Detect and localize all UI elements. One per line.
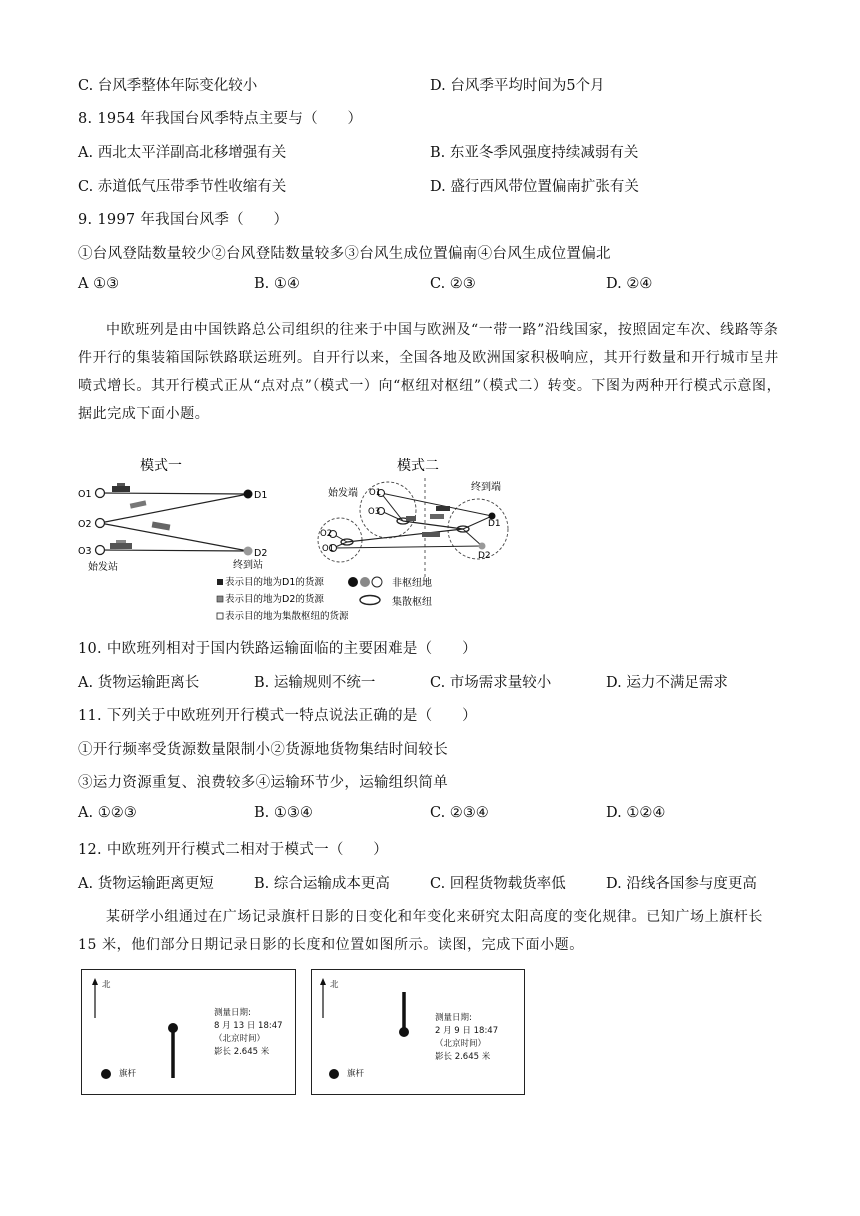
q12-option-c: C. 回程货物载货率低 — [430, 876, 566, 892]
q11-option-c: C. ②③④ — [430, 805, 489, 821]
train-icon — [422, 532, 440, 537]
q9-statements: ①台风登陆数量较少②台风登陆数量较多③台风生成位置偏南④台风生成位置偏北 — [78, 246, 611, 262]
q8-stem: 8. 1954 年我国台风季特点主要与（ ） — [78, 111, 363, 127]
mode1-o1-label: O1 — [78, 489, 92, 500]
mode2-origin-end: 始发端 — [328, 488, 358, 499]
q12-stem: 12. 中欧班列开行模式二相对于模式一（ ） — [78, 842, 389, 858]
panel1-info: 测量日期: 8 月 13 日 18:47 （北京时间） 影长 2.645 米 — [214, 1008, 283, 1057]
mode2-o3-label: O3 — [368, 507, 381, 517]
panel2-info: 测量日期: 2 月 9 日 18:47 （北京时间） 影长 2.645 米 — [435, 1013, 499, 1062]
q9-option-c: C. ②③ — [430, 276, 476, 292]
shadow-panel-2 — [311, 969, 525, 1095]
q7-option-c: C. 台风季整体年际变化较小 — [78, 78, 258, 94]
mode1-d1-label: D1 — [254, 490, 268, 501]
legend-non-hub: 非枢纽地 — [392, 578, 432, 589]
train-icon — [152, 521, 171, 530]
panel1-north-label: 北 — [102, 980, 111, 990]
mode2-dest-end: 终到端 — [471, 482, 501, 493]
q8-option-a: A. 西北太平洋副高北移增强有关 — [78, 145, 287, 161]
q10-option-c: C. 市场需求量较小 — [430, 675, 552, 691]
q10-option-d: D. 运力不满足需求 — [606, 675, 728, 691]
q12-option-d: D. 沿线各国参与度更高 — [606, 876, 757, 892]
legend-d2-cargo: 表示目的地为D2的货源 — [225, 594, 324, 605]
q7-option-d: D. 台风季平均时间为5个月 — [430, 78, 605, 94]
q8-option-d: D. 盛行西风带位置偏南扩张有关 — [430, 179, 639, 195]
q11-option-a: A. ①②③ — [78, 805, 137, 821]
q8-option-b: B. 东亚冬季风强度持续减弱有关 — [430, 145, 639, 161]
q11-option-d: D. ①②④ — [606, 805, 666, 821]
passage1-text: 中欧班列是由中国铁路总公司组织的往来于中国与欧洲及“一带一路”沿线国家，按照固定车次、线路等条件开行的集装箱国际铁路联运班列。自开行以来，全国各地及欧洲国家积极响应，其开行数量和开行城市呈井喷式增长。其开行模式正从“点对点”（模式一）向“枢纽对枢纽”（模式二）转变。下图为两种开行模式示意图，据此完成下面小题。 — [78, 322, 782, 422]
shadow-panel-1 — [81, 969, 296, 1095]
q11-stem: 11. 下列关于中欧班列开行模式一特点说法正确的是（ ） — [78, 708, 477, 724]
passage-china-europe-railway — [78, 316, 782, 428]
mode2-o1b-label: O1 — [322, 544, 335, 554]
passage2-text: 某研学小组通过在广场记录旗杆日影的日变化和年变化来研究太阳高度的变化规律。已知广场上旗杆长 15 米，他们部分日期记录日影的长度和位置如图所示。读图，完成下面小题。 — [78, 909, 763, 953]
q11-statements-2: ③运力资源重复、浪费较多④运输环节少，运输组织简单 — [78, 775, 448, 791]
mode1-o3-label: O3 — [78, 546, 92, 557]
mode1-origin-label: 始发站 — [88, 562, 118, 573]
q10-option-a: A. 货物运输距离长 — [78, 675, 200, 691]
train-icon — [112, 483, 130, 492]
mode2-o1-label: O1 — [369, 488, 382, 498]
legend-hub-cargo: 表示目的地为集散枢纽的货源 — [225, 611, 349, 622]
q9-option-a: A ①③ — [78, 276, 120, 292]
mode2-title: 模式二 — [397, 458, 439, 474]
q10-stem: 10. 中欧班列相对于国内铁路运输面临的主要困难是（ ） — [78, 641, 477, 657]
train-icon — [436, 506, 450, 511]
train-icon — [430, 514, 444, 519]
q12-option-a: A. 货物运输距离更短 — [78, 876, 214, 892]
q11-option-b: B. ①③④ — [254, 805, 313, 821]
train-icon — [406, 516, 416, 521]
q9-option-b: B. ①④ — [254, 276, 300, 292]
q8-option-c: C. 赤道低气压带季节性收缩有关 — [78, 179, 287, 195]
q12-option-b: B. 综合运输成本更高 — [254, 876, 390, 892]
q10-option-b: B. 运输规则不统一 — [254, 675, 376, 691]
legend-hub: 集散枢纽 — [392, 597, 432, 608]
legend-d1-cargo: 表示目的地为D1的货源 — [225, 577, 324, 588]
railway-mode-diagram — [70, 450, 530, 630]
panel1-flagpole-label: 旗杆 — [119, 1069, 137, 1079]
mode1-dest-label: 终到站 — [233, 560, 263, 571]
mode2-d1-label: D1 — [488, 519, 501, 529]
mode2-o2-label: O2 — [320, 529, 333, 539]
q9-option-d: D. ②④ — [606, 276, 653, 292]
panel2-north-label: 北 — [330, 980, 339, 990]
mode1-title: 模式一 — [140, 458, 182, 474]
passage-flagpole-shadow — [78, 903, 782, 959]
train-icon — [110, 540, 132, 549]
train-icon — [130, 500, 147, 508]
panel2-flagpole-label: 旗杆 — [347, 1069, 365, 1079]
q9-stem: 9. 1997 年我国台风季（ ） — [78, 212, 289, 228]
mode1-o2-label: O2 — [78, 519, 92, 530]
mode2-d2-label: D2 — [478, 551, 491, 561]
mode1-d2-label: D2 — [254, 548, 268, 559]
q11-statements-1: ①开行频率受货源数量限制小②货源地货物集结时间较长 — [78, 742, 448, 758]
